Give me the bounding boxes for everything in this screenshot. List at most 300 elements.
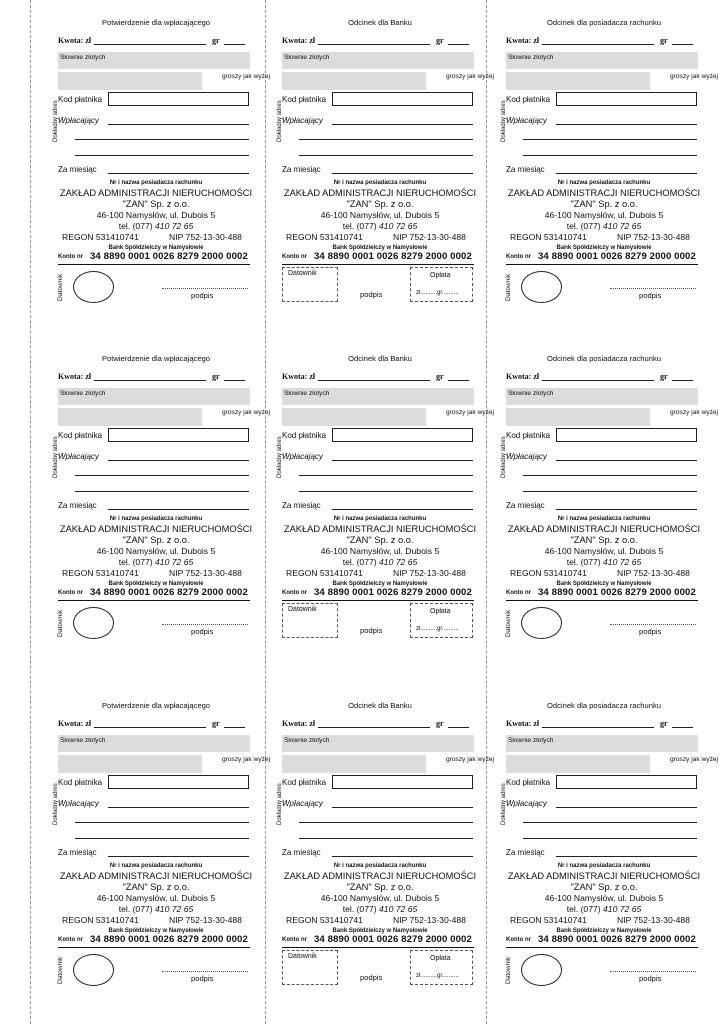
owner-regon: REGON 531410741 <box>286 568 363 578</box>
groszy-label: groszy jak wyżej <box>222 756 271 763</box>
grosze-field[interactable] <box>672 380 693 381</box>
signature-label: podpis <box>639 627 662 636</box>
signature-field[interactable] <box>162 288 248 289</box>
account-number: 34 8890 0001 0026 8279 2000 0002 <box>314 934 472 945</box>
account-label: Konto nr <box>58 254 83 260</box>
divider <box>506 947 698 948</box>
address-field-line-1[interactable] <box>523 475 697 476</box>
amount-in-words-label: Słownie złotych <box>60 737 106 744</box>
owner-name: ZAKŁAD ADMINISTRACJI NIERUCHOMOŚCI <box>283 524 477 534</box>
payer-field[interactable] <box>556 807 697 808</box>
month-field[interactable] <box>332 856 473 857</box>
datestamp-circle <box>521 954 562 986</box>
payer-field[interactable] <box>108 460 249 461</box>
payer-label: Wpłacający <box>506 799 547 808</box>
amount-label: Kwota: zł <box>506 372 540 381</box>
payment-slip-holder <box>501 12 719 308</box>
bank-name: Bank Spółdzielczy w Namysłowie <box>332 581 428 587</box>
payment-slip-holder <box>501 695 719 991</box>
payer-code-label: Kod płatnika <box>506 95 551 104</box>
month-label: Za miesiąc <box>282 848 321 857</box>
month-field[interactable] <box>556 173 697 174</box>
address-label: Dokładny adres <box>53 100 59 142</box>
address-label: Dokładny adres <box>277 783 283 825</box>
account-label: Konto nr <box>282 590 307 596</box>
fee-amount-field[interactable]: zł..........gr.......... <box>416 626 459 632</box>
account-label: Konto nr <box>282 937 307 943</box>
amount-label: Kwota: zł <box>282 372 316 381</box>
divider <box>282 600 474 601</box>
bank-name: Bank Spółdzielczy w Namysłowie <box>332 245 428 251</box>
account-number: 34 8890 0001 0026 8279 2000 0002 <box>90 587 248 598</box>
amount-label: Kwota: zł <box>506 36 540 45</box>
signature-field[interactable] <box>162 971 248 972</box>
datestamp-label: Datownik <box>505 273 512 301</box>
amount-label: Kwota: zł <box>282 719 316 728</box>
datestamp-circle <box>73 271 114 303</box>
amount-field[interactable] <box>318 44 430 45</box>
account-label: Konto nr <box>58 590 83 596</box>
amount-label: Kwota: zł <box>58 36 92 45</box>
account-label: Konto nr <box>58 937 83 943</box>
address-field-line-2[interactable] <box>75 838 249 839</box>
payer-code-label: Kod płatnika <box>282 431 327 440</box>
owner-name: ZAKŁAD ADMINISTRACJI NIERUCHOMOŚCI <box>507 871 701 881</box>
month-label: Za miesiąc <box>282 165 321 174</box>
payer-label: Wpłacający <box>506 452 547 461</box>
account-label: Konto nr <box>282 254 307 260</box>
owner-company: "ZAN" Sp. z o.o. <box>570 535 638 545</box>
groszy-label: groszy jak wyżej <box>446 73 495 80</box>
datestamp-label: Datownik <box>57 273 64 301</box>
signature-label: podpis <box>639 974 662 983</box>
phone-label: tel. (077) <box>118 221 156 231</box>
owner-nip: NIP 752-13-30-488 <box>617 915 690 925</box>
slip-title: Odcinek dla posiadacza rachunku <box>547 354 661 363</box>
groszy-label: groszy jak wyżej <box>222 73 271 80</box>
month-label: Za miesiąc <box>58 165 97 174</box>
owner-nip: NIP 752-13-30-488 <box>169 915 242 925</box>
grosze-label: gr <box>212 372 220 381</box>
owner-company: "ZAN" Sp. z o.o. <box>346 535 414 545</box>
grosze-field[interactable] <box>448 44 469 45</box>
owner-company: "ZAN" Sp. z o.o. <box>346 199 414 209</box>
slip-title: Odcinek dla Banku <box>348 18 412 27</box>
payer-field[interactable] <box>556 460 697 461</box>
payer-code-label: Kod płatnika <box>282 95 327 104</box>
signature-label: podpis <box>360 290 383 299</box>
owner-phone <box>506 905 702 914</box>
slip-title: Odcinek dla posiadacza rachunku <box>547 18 661 27</box>
address-field-line-1[interactable] <box>299 822 473 823</box>
divider <box>58 600 250 601</box>
owner-address: 46-100 Namysłów, ul. Dubois 5 <box>320 893 440 903</box>
datestamp-label: Datownik <box>288 606 317 613</box>
address-field-line-2[interactable] <box>523 838 697 839</box>
payer-code-field[interactable] <box>556 428 697 442</box>
groszy-label: groszy jak wyżej <box>446 756 495 763</box>
payer-field[interactable] <box>332 460 473 461</box>
amount-field[interactable] <box>542 727 654 728</box>
payer-code-label: Kod płatnika <box>58 778 103 787</box>
grosze-label: gr <box>436 36 444 45</box>
grosze-field[interactable] <box>224 44 245 45</box>
month-label: Za miesiąc <box>58 501 97 510</box>
amount-in-words-label: Słownie złotych <box>284 54 330 61</box>
owner-company: "ZAN" Sp. z o.o. <box>570 882 638 892</box>
bank-name: Bank Spółdzielczy w Namysłowie <box>332 928 428 934</box>
amount-in-words-label: Słownie złotych <box>508 390 554 397</box>
grosze-label: gr <box>660 719 668 728</box>
owner-nip: NIP 752-13-30-488 <box>169 232 242 242</box>
owner-address: 46-100 Namysłów, ul. Dubois 5 <box>96 893 216 903</box>
address-label: Dokładny adres <box>501 783 507 825</box>
datestamp-circle <box>521 607 562 639</box>
account-number: 34 8890 0001 0026 8279 2000 0002 <box>538 934 696 945</box>
payer-label: Wpłacający <box>282 452 323 461</box>
owner-phone <box>58 558 254 567</box>
owner-phone <box>282 905 478 914</box>
month-field[interactable] <box>332 509 473 510</box>
grosze-label: gr <box>212 36 220 45</box>
divider <box>506 264 698 265</box>
grosze-field[interactable] <box>672 727 693 728</box>
address-field-line-1[interactable] <box>299 139 473 140</box>
phone-number: 410 72 65 <box>155 904 194 914</box>
signature-field[interactable] <box>162 624 248 625</box>
grosze-field[interactable] <box>672 44 693 45</box>
slip-title: Odcinek dla Banku <box>348 701 412 710</box>
amount-in-words-label: Słownie złotych <box>60 54 106 61</box>
payer-code-field[interactable] <box>108 92 249 106</box>
fee-label: Opłata <box>430 608 451 615</box>
amount-label: Kwota: zł <box>282 36 316 45</box>
payer-label: Wpłacający <box>58 799 99 808</box>
address-field-line-2[interactable] <box>75 491 249 492</box>
owner-header: Nr i nazwa posiadacza rachunku <box>333 516 427 522</box>
slip-title: Potwierdzenie dla wpłacającego <box>101 701 211 710</box>
owner-header: Nr i nazwa posiadacza rachunku <box>333 863 427 869</box>
amount-in-words-label: Słownie złotych <box>284 390 330 397</box>
owner-nip: NIP 752-13-30-488 <box>169 568 242 578</box>
phone-number: 410 72 65 <box>155 221 194 231</box>
owner-name: ZAKŁAD ADMINISTRACJI NIERUCHOMOŚCI <box>283 188 477 198</box>
owner-name: ZAKŁAD ADMINISTRACJI NIERUCHOMOŚCI <box>59 871 253 881</box>
payer-label: Wpłacający <box>506 116 547 125</box>
amount-in-words-field-2[interactable] <box>506 755 650 773</box>
phone-label: tel. (077) <box>566 557 604 567</box>
phone-number: 410 72 65 <box>379 904 418 914</box>
phone-number: 410 72 65 <box>603 557 642 567</box>
amount-in-words-field-2[interactable] <box>58 72 202 90</box>
phone-number: 410 72 65 <box>379 557 418 567</box>
groszy-label: groszy jak wyżej <box>670 73 719 80</box>
owner-phone <box>506 558 702 567</box>
phone-number: 410 72 65 <box>603 221 642 231</box>
payment-slip-holder <box>501 348 719 644</box>
address-field-line-2[interactable] <box>523 155 697 156</box>
owner-regon: REGON 531410741 <box>510 915 587 925</box>
datestamp-label: Datownik <box>288 953 317 960</box>
payer-code-label: Kod płatnika <box>282 778 327 787</box>
amount-field[interactable] <box>542 44 654 45</box>
owner-address: 46-100 Namysłów, ul. Dubois 5 <box>544 210 664 220</box>
payer-field[interactable] <box>108 124 249 125</box>
account-label: Konto nr <box>506 937 531 943</box>
address-label: Dokładny adres <box>501 100 507 142</box>
grosze-field[interactable] <box>448 380 469 381</box>
payer-field[interactable] <box>108 807 249 808</box>
slip-title: Potwierdzenie dla wpłacającego <box>101 18 211 27</box>
account-number: 34 8890 0001 0026 8279 2000 0002 <box>538 251 696 262</box>
amount-field[interactable] <box>542 380 654 381</box>
divider <box>282 264 474 265</box>
signature-field[interactable] <box>610 971 696 972</box>
amount-field[interactable] <box>94 380 206 381</box>
datestamp-label: Datownik <box>505 609 512 637</box>
account-number: 34 8890 0001 0026 8279 2000 0002 <box>314 251 472 262</box>
amount-label: Kwota: zł <box>506 719 540 728</box>
payer-code-label: Kod płatnika <box>506 778 551 787</box>
phone-label: tel. (077) <box>342 221 380 231</box>
month-label: Za miesiąc <box>506 165 545 174</box>
payer-field[interactable] <box>332 807 473 808</box>
cut-line-middle <box>265 0 266 1024</box>
slip-title: Potwierdzenie dla wpłacającego <box>101 354 211 363</box>
signature-label: podpis <box>191 974 214 983</box>
datestamp-circle <box>73 954 114 986</box>
owner-phone <box>58 222 254 231</box>
owner-company: "ZAN" Sp. z o.o. <box>570 199 638 209</box>
owner-phone <box>506 222 702 231</box>
fee-label: Opłata <box>430 272 451 279</box>
amount-in-words-label: Słownie złotych <box>508 737 554 744</box>
phone-label: tel. (077) <box>342 904 380 914</box>
month-field[interactable] <box>108 856 249 857</box>
owner-company: "ZAN" Sp. z o.o. <box>122 199 190 209</box>
groszy-label: groszy jak wyżej <box>670 756 719 763</box>
divider <box>282 947 474 948</box>
owner-regon: REGON 531410741 <box>62 568 139 578</box>
amount-in-words-field-2[interactable] <box>282 408 426 426</box>
month-label: Za miesiąc <box>58 848 97 857</box>
amount-in-words-field-2[interactable] <box>506 72 650 90</box>
grosze-field[interactable] <box>224 727 245 728</box>
address-field-line-1[interactable] <box>299 475 473 476</box>
address-label: Dokładny adres <box>53 783 59 825</box>
address-field-line-1[interactable] <box>523 822 697 823</box>
account-label: Konto nr <box>506 590 531 596</box>
month-field[interactable] <box>556 509 697 510</box>
month-field[interactable] <box>556 856 697 857</box>
payer-code-field[interactable] <box>108 428 249 442</box>
amount-in-words-label: Słownie złotych <box>508 54 554 61</box>
signature-label: podpis <box>191 627 214 636</box>
payment-slip-payer <box>53 12 271 308</box>
datestamp-label: Datownik <box>288 270 317 277</box>
address-label: Dokładny adres <box>53 436 59 478</box>
grosze-label: gr <box>436 372 444 381</box>
owner-address: 46-100 Namysłów, ul. Dubois 5 <box>96 210 216 220</box>
grosze-label: gr <box>660 36 668 45</box>
amount-label: Kwota: zł <box>58 372 92 381</box>
bank-name: Bank Spółdzielczy w Namysłowie <box>108 245 204 251</box>
amount-in-words-field-2[interactable] <box>58 755 202 773</box>
divider <box>58 947 250 948</box>
address-label: Dokładny adres <box>501 436 507 478</box>
amount-label: Kwota: zł <box>58 719 92 728</box>
datestamp-label: Datownik <box>505 956 512 984</box>
payer-code-field[interactable] <box>332 428 473 442</box>
datestamp-label: Datownik <box>57 956 64 984</box>
payer-code-field[interactable] <box>556 775 697 789</box>
address-field-line-1[interactable] <box>75 475 249 476</box>
signature-field[interactable] <box>610 624 696 625</box>
owner-header: Nr i nazwa posiadacza rachunku <box>557 863 651 869</box>
amount-field[interactable] <box>94 44 206 45</box>
owner-name: ZAKŁAD ADMINISTRACJI NIERUCHOMOŚCI <box>283 871 477 881</box>
phone-number: 410 72 65 <box>379 221 418 231</box>
groszy-label: groszy jak wyżej <box>670 409 719 416</box>
divider <box>58 264 250 265</box>
signature-label: podpis <box>360 973 383 982</box>
cut-line-right <box>486 0 487 1024</box>
fee-amount-field[interactable]: zł..........gr.......... <box>416 290 459 296</box>
account-number: 34 8890 0001 0026 8279 2000 0002 <box>90 934 248 945</box>
payer-label: Wpłacający <box>282 799 323 808</box>
account-number: 34 8890 0001 0026 8279 2000 0002 <box>314 587 472 598</box>
phone-label: tel. (077) <box>566 221 604 231</box>
owner-name: ZAKŁAD ADMINISTRACJI NIERUCHOMOŚCI <box>59 188 253 198</box>
phone-label: tel. (077) <box>342 557 380 567</box>
grosze-label: gr <box>212 719 220 728</box>
owner-header: Nr i nazwa posiadacza rachunku <box>109 180 203 186</box>
payment-slip-bank <box>277 695 495 991</box>
amount-field[interactable] <box>318 727 430 728</box>
phone-label: tel. (077) <box>566 904 604 914</box>
amount-in-words-field-2[interactable] <box>282 755 426 773</box>
address-field-line-1[interactable] <box>75 139 249 140</box>
amount-in-words-label: Słownie złotych <box>60 390 106 397</box>
owner-nip: NIP 752-13-30-488 <box>393 568 466 578</box>
signature-label: podpis <box>191 291 214 300</box>
amount-in-words-label: Słownie złotych <box>284 737 330 744</box>
account-label: Konto nr <box>506 254 531 260</box>
grosze-label: gr <box>436 719 444 728</box>
datestamp-circle <box>73 607 114 639</box>
account-number: 34 8890 0001 0026 8279 2000 0002 <box>538 587 696 598</box>
bank-name: Bank Spółdzielczy w Namysłowie <box>108 928 204 934</box>
bank-name: Bank Spółdzielczy w Namysłowie <box>556 581 652 587</box>
owner-phone <box>282 222 478 231</box>
payer-label: Wpłacający <box>58 116 99 125</box>
payer-code-field[interactable] <box>556 92 697 106</box>
owner-header: Nr i nazwa posiadacza rachunku <box>557 516 651 522</box>
owner-phone <box>58 905 254 914</box>
bank-name: Bank Spółdzielczy w Namysłowie <box>556 245 652 251</box>
groszy-label: groszy jak wyżej <box>446 409 495 416</box>
payer-code-label: Kod płatnika <box>506 431 551 440</box>
payment-slip-payer <box>53 695 271 991</box>
month-label: Za miesiąc <box>506 501 545 510</box>
payer-field[interactable] <box>556 124 697 125</box>
address-field-line-1[interactable] <box>75 822 249 823</box>
payment-slip-payer <box>53 348 271 644</box>
slip-title: Odcinek dla Banku <box>348 354 412 363</box>
owner-regon: REGON 531410741 <box>510 568 587 578</box>
owner-regon: REGON 531410741 <box>62 232 139 242</box>
month-label: Za miesiąc <box>282 501 321 510</box>
address-field-line-2[interactable] <box>75 155 249 156</box>
owner-header: Nr i nazwa posiadacza rachunku <box>333 180 427 186</box>
owner-nip: NIP 752-13-30-488 <box>393 915 466 925</box>
owner-header: Nr i nazwa posiadacza rachunku <box>109 863 203 869</box>
phone-label: tel. (077) <box>118 904 156 914</box>
owner-name: ZAKŁAD ADMINISTRACJI NIERUCHOMOŚCI <box>59 524 253 534</box>
owner-regon: REGON 531410741 <box>62 915 139 925</box>
owner-company: "ZAN" Sp. z o.o. <box>122 535 190 545</box>
fee-amount-field[interactable]: zł..........gr.......... <box>416 973 459 979</box>
owner-address: 46-100 Namysłów, ul. Dubois 5 <box>544 546 664 556</box>
owner-address: 46-100 Namysłów, ul. Dubois 5 <box>320 546 440 556</box>
owner-address: 46-100 Namysłów, ul. Dubois 5 <box>320 210 440 220</box>
address-field-line-2[interactable] <box>523 491 697 492</box>
owner-nip: NIP 752-13-30-488 <box>617 568 690 578</box>
phone-number: 410 72 65 <box>603 904 642 914</box>
address-field-line-2[interactable] <box>299 155 473 156</box>
address-field-line-2[interactable] <box>299 838 473 839</box>
amount-field[interactable] <box>94 727 206 728</box>
address-label: Dokładny adres <box>277 100 283 142</box>
amount-in-words-field-2[interactable] <box>282 72 426 90</box>
payment-slip-bank <box>277 12 495 308</box>
owner-name: ZAKŁAD ADMINISTRACJI NIERUCHOMOŚCI <box>507 188 701 198</box>
account-number: 34 8890 0001 0026 8279 2000 0002 <box>90 251 248 262</box>
signature-field[interactable] <box>610 288 696 289</box>
grosze-field[interactable] <box>224 380 245 381</box>
payer-label: Wpłacający <box>282 116 323 125</box>
owner-regon: REGON 531410741 <box>286 232 363 242</box>
owner-nip: NIP 752-13-30-488 <box>617 232 690 242</box>
owner-company: "ZAN" Sp. z o.o. <box>122 882 190 892</box>
owner-nip: NIP 752-13-30-488 <box>393 232 466 242</box>
phone-label: tel. (077) <box>118 557 156 567</box>
month-field[interactable] <box>108 509 249 510</box>
amount-field[interactable] <box>318 380 430 381</box>
amount-in-words-field-2[interactable] <box>58 408 202 426</box>
payer-label: Wpłacający <box>58 452 99 461</box>
amount-in-words-field-2[interactable] <box>506 408 650 426</box>
owner-header: Nr i nazwa posiadacza rachunku <box>557 180 651 186</box>
address-label: Dokładny adres <box>277 436 283 478</box>
grosze-label: gr <box>660 372 668 381</box>
datestamp-label: Datownik <box>57 609 64 637</box>
signature-label: podpis <box>360 626 383 635</box>
payer-field[interactable] <box>332 124 473 125</box>
payment-slip-bank <box>277 348 495 644</box>
address-field-line-1[interactable] <box>523 139 697 140</box>
phone-number: 410 72 65 <box>155 557 194 567</box>
address-field-line-2[interactable] <box>299 491 473 492</box>
month-field[interactable] <box>108 173 249 174</box>
payer-code-field[interactable] <box>332 92 473 106</box>
grosze-field[interactable] <box>448 727 469 728</box>
month-field[interactable] <box>332 173 473 174</box>
payer-code-field[interactable] <box>332 775 473 789</box>
owner-name: ZAKŁAD ADMINISTRACJI NIERUCHOMOŚCI <box>507 524 701 534</box>
payer-code-label: Kod płatnika <box>58 431 103 440</box>
payer-code-field[interactable] <box>108 775 249 789</box>
